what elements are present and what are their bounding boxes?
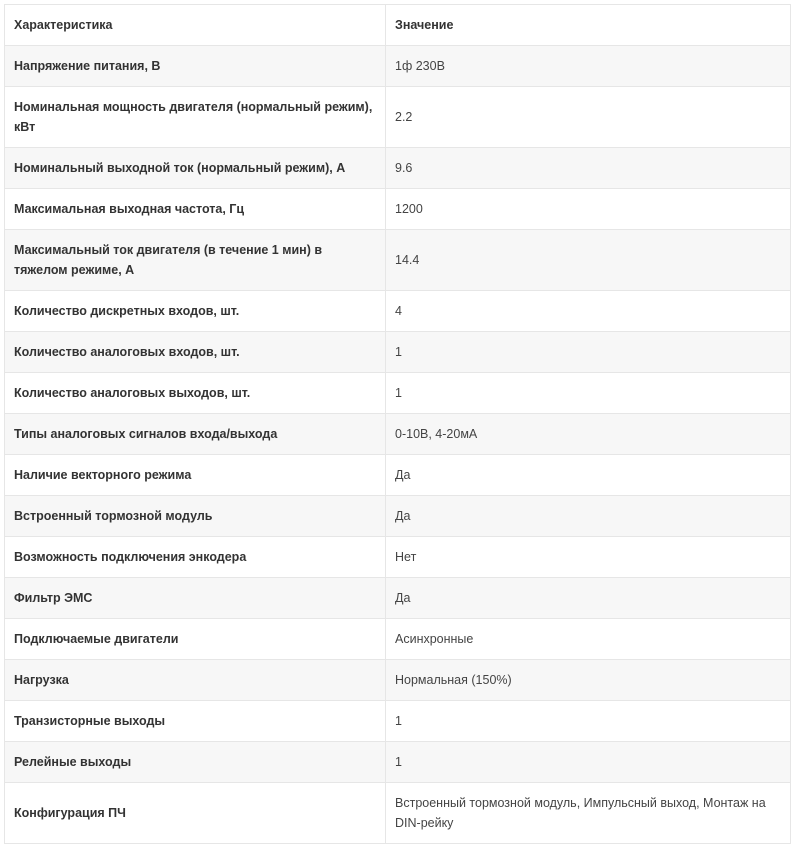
table-row xyxy=(5,87,791,148)
table-row xyxy=(5,742,791,783)
row-value: 1 xyxy=(386,742,791,783)
row-value: Нет xyxy=(386,537,791,578)
row-name: Количество аналоговых выходов, шт. xyxy=(5,373,386,414)
table-row xyxy=(5,578,791,619)
row-name: Конфигурация ПЧ xyxy=(5,783,386,844)
row-name: Встроенный тормозной модуль xyxy=(5,496,386,537)
row-value: 1 xyxy=(386,701,791,742)
row-value: 1200 xyxy=(386,189,791,230)
table-row xyxy=(5,783,791,844)
row-value: Встроенный тормозной модуль, Импульсный выход, Монтаж на DIN-рейку xyxy=(386,783,791,844)
header-value: Значение xyxy=(386,5,791,46)
table-row xyxy=(5,660,791,701)
row-name: Количество аналоговых входов, шт. xyxy=(5,332,386,373)
row-name: Фильтр ЭМС xyxy=(5,578,386,619)
row-value: Да xyxy=(386,578,791,619)
row-value: 1ф 230В xyxy=(386,46,791,87)
row-value: 1 xyxy=(386,332,791,373)
row-value: Да xyxy=(386,455,791,496)
row-name: Наличие векторного режима xyxy=(5,455,386,496)
row-name: Напряжение питания, В xyxy=(5,46,386,87)
table-row xyxy=(5,189,791,230)
row-name: Типы аналоговых сигналов входа/выхода xyxy=(5,414,386,455)
header-characteristic: Характеристика xyxy=(5,5,386,46)
table-row xyxy=(5,46,791,87)
table-row xyxy=(5,414,791,455)
table-header-row xyxy=(5,5,791,46)
row-name: Номинальный выходной ток (нормальный режим), А xyxy=(5,148,386,189)
table-row xyxy=(5,701,791,742)
table-row xyxy=(5,537,791,578)
table-row xyxy=(5,373,791,414)
row-name: Максимальный ток двигателя (в течение 1 мин) в тяжелом режиме, А xyxy=(5,230,386,291)
row-name: Транзисторные выходы xyxy=(5,701,386,742)
table-row xyxy=(5,230,791,291)
row-value: Нормальная (150%) xyxy=(386,660,791,701)
row-value: 0-10В, 4-20мА xyxy=(386,414,791,455)
row-name: Возможность подключения энкодера xyxy=(5,537,386,578)
table-row xyxy=(5,148,791,189)
spec-table xyxy=(4,4,791,844)
table-row xyxy=(5,291,791,332)
row-value: 9.6 xyxy=(386,148,791,189)
row-name: Количество дискретных входов, шт. xyxy=(5,291,386,332)
row-name: Релейные выходы xyxy=(5,742,386,783)
row-value: 14.4 xyxy=(386,230,791,291)
table-row xyxy=(5,455,791,496)
row-name: Подключаемые двигатели xyxy=(5,619,386,660)
table-row xyxy=(5,332,791,373)
table-row xyxy=(5,619,791,660)
row-name: Максимальная выходная частота, Гц xyxy=(5,189,386,230)
row-name: Нагрузка xyxy=(5,660,386,701)
table-row xyxy=(5,496,791,537)
row-value: 2.2 xyxy=(386,87,791,148)
row-value: 4 xyxy=(386,291,791,332)
row-value: Асинхронные xyxy=(386,619,791,660)
row-value: 1 xyxy=(386,373,791,414)
row-value: Да xyxy=(386,496,791,537)
row-name: Номинальная мощность двигателя (нормальный режим), кВт xyxy=(5,87,386,148)
